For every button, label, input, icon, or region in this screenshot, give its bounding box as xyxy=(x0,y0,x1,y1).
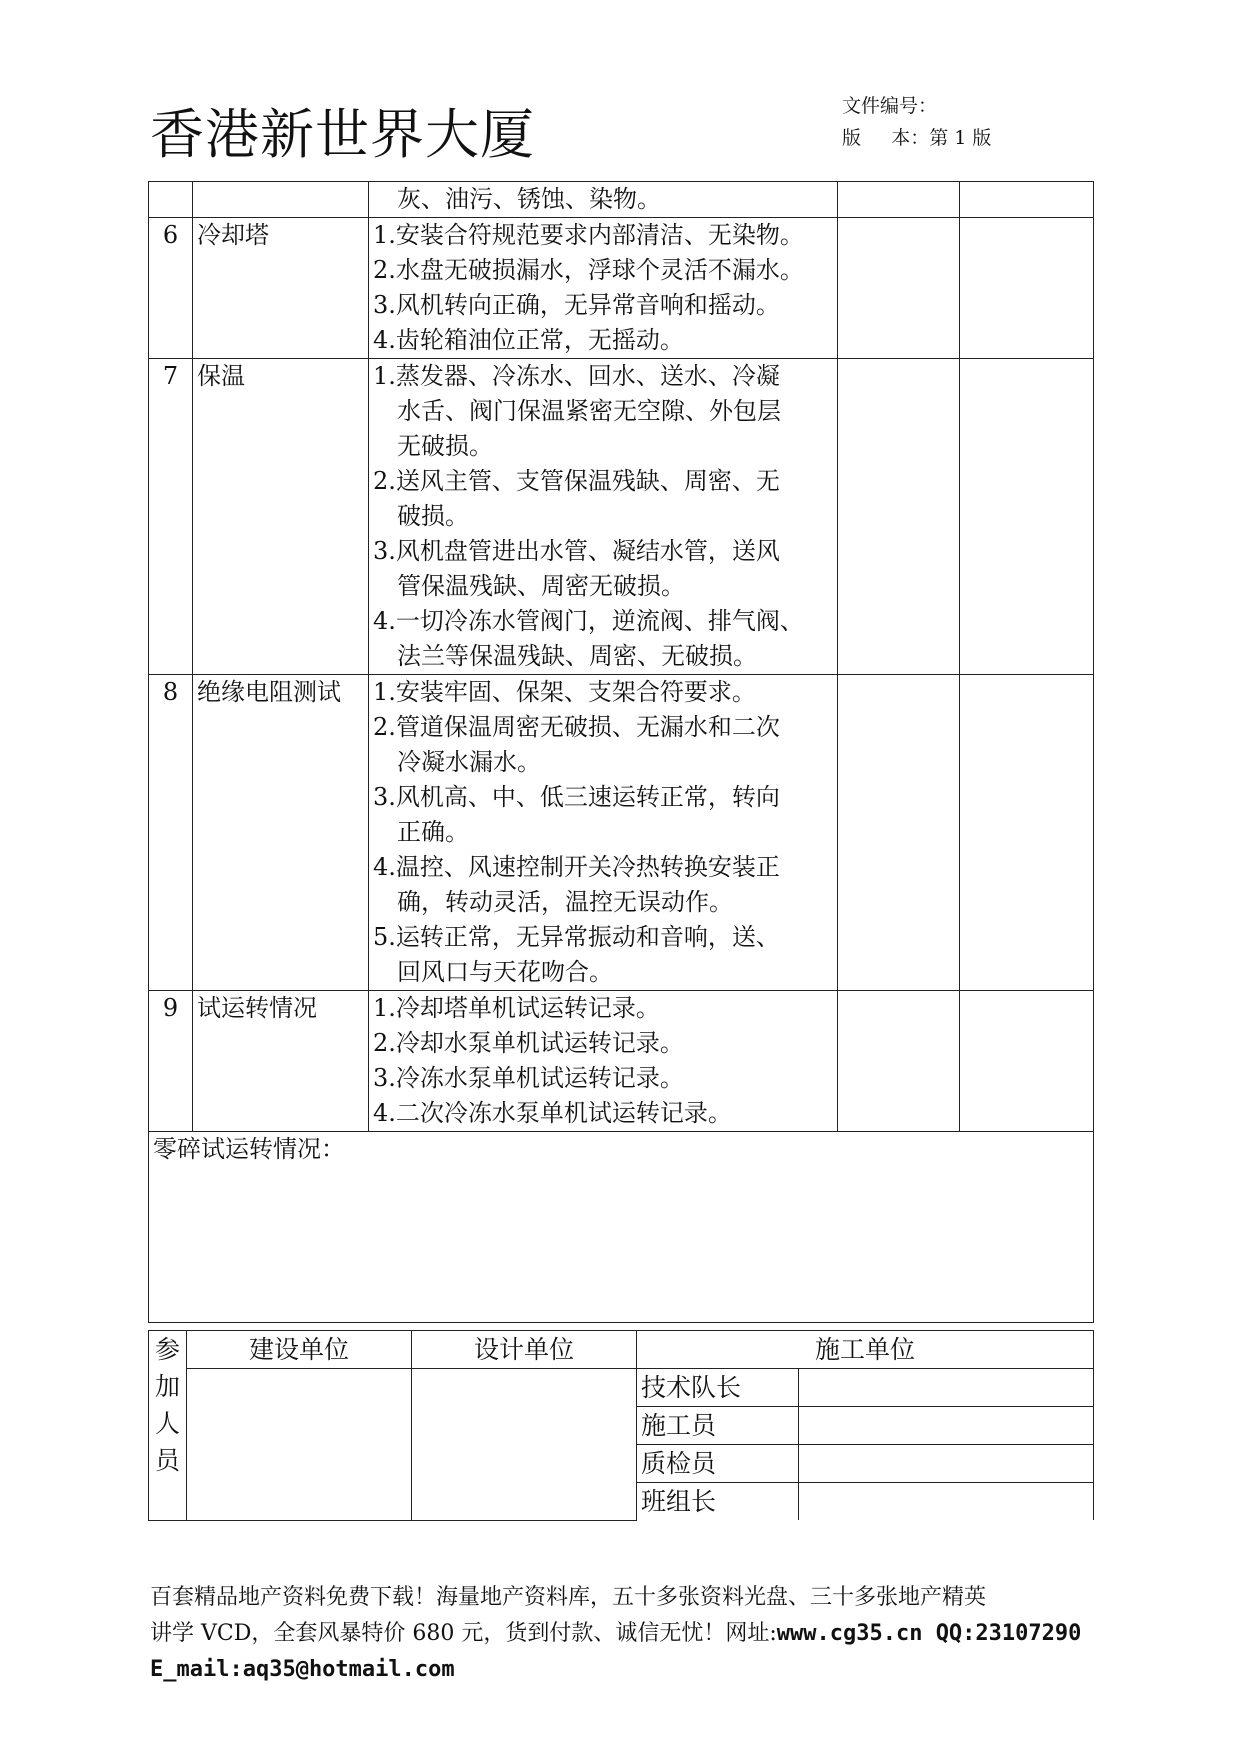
notes-label: 零碎试运转情况： xyxy=(153,1135,345,1163)
requirement-line: 管保温残缺、周密无破损。 xyxy=(397,572,685,600)
requirement-line: 法兰等保温残缺、周密、无破损。 xyxy=(397,642,757,670)
row-requirements xyxy=(369,991,838,1132)
requirement-line: 3.风机高、中、低三速运转正常，转向 xyxy=(373,783,780,811)
row-number: 6 xyxy=(149,218,193,359)
design-unit-header: 设计单位 xyxy=(412,1331,637,1369)
requirement-line: 回风口与天花吻合。 xyxy=(397,958,613,986)
requirement-line: 2.冷却水泵单机试运转记录。 xyxy=(373,1029,684,1057)
result-cell[interactable] xyxy=(838,359,960,675)
footer-line-2: 讲学 VCD，全套风暴特价 680 元，货到付款、诚信无忧！网址:www.cg35.cn QQ:23107290 xyxy=(150,1621,1082,1646)
row-number: 7 xyxy=(149,359,193,675)
page-title: 香港新世界大厦 xyxy=(150,103,535,166)
result-cell[interactable] xyxy=(838,182,960,218)
requirement-line: 1.蒸发器、冷冻水、回水、送水、冷凝 xyxy=(373,362,780,390)
table-row xyxy=(149,182,1094,218)
requirement-line: 破损。 xyxy=(397,502,469,530)
row-requirements xyxy=(369,218,838,359)
requirement-line: 5.运转正常，无异常振动和音响，送、 xyxy=(373,923,780,951)
requirement-line: 4.齿轮箱油位正常，无摇动。 xyxy=(373,326,684,354)
row-number xyxy=(149,182,193,218)
requirement-line: 1.冷却塔单机试运转记录。 xyxy=(373,994,660,1022)
build-unit-header: 建设单位 xyxy=(187,1331,412,1369)
requirement-line: 4.二次冷冻水泵单机试运转记录。 xyxy=(373,1099,732,1127)
table-row xyxy=(149,675,1094,991)
doc-number-label: 文件编号： xyxy=(842,95,938,117)
requirement-line: 2.水盘无破损漏水，浮球个灵活不漏水。 xyxy=(373,256,804,284)
remark-cell[interactable] xyxy=(960,991,1094,1132)
build-unit-sign[interactable] xyxy=(187,1369,412,1521)
footer-line-1: 百套精品地产资料免费下载！海量地产资料库，五十多张资料光盘、三十多张地产精英 xyxy=(150,1585,987,1610)
role-label: 质检员 xyxy=(637,1445,799,1483)
requirement-line: 正确。 xyxy=(397,818,469,846)
row-item-name: 试运转情况 xyxy=(193,991,369,1132)
row-number: 8 xyxy=(149,675,193,991)
requirement-line: 2.管道保温周密无破损、无漏水和二次 xyxy=(373,713,780,741)
requirement-line: 1.安装牢固、保架、支架合符要求。 xyxy=(373,678,756,706)
requirement-line: 4.温控、风速控制开关冷热转换安装正 xyxy=(373,853,780,881)
role-sign[interactable] xyxy=(799,1445,1094,1483)
table-row xyxy=(149,991,1094,1132)
row-requirements xyxy=(369,182,838,218)
doc-meta xyxy=(842,90,991,154)
inspection-table xyxy=(148,181,1094,1323)
remark-cell[interactable] xyxy=(960,359,1094,675)
row-item-name: 绝缘电阻测试 xyxy=(193,675,369,991)
footer xyxy=(150,1580,1081,1688)
role-label: 技术队长 xyxy=(637,1369,799,1407)
result-cell[interactable] xyxy=(838,675,960,991)
requirement-line: 1.安装合符规范要求内部清洁、无染物。 xyxy=(373,221,804,249)
requirement-line: 无破损。 xyxy=(397,432,493,460)
footer-email[interactable]: E_mail:aq35@hotmail.com xyxy=(150,1657,455,1682)
row-item-name xyxy=(193,182,369,218)
role-label: 班组长 xyxy=(637,1483,799,1521)
table-row xyxy=(149,218,1094,359)
requirement-line: 灰、油污、锈蚀、染物。 xyxy=(397,185,661,213)
requirement-line: 冷凝水漏水。 xyxy=(397,748,541,776)
row-requirements xyxy=(369,359,838,675)
remark-cell[interactable] xyxy=(960,675,1094,991)
role-label: 施工员 xyxy=(637,1407,799,1445)
requirement-line: 4.一切冷冻水管阀门，逆流阀、排气阀、 xyxy=(373,607,804,635)
notes-cell xyxy=(149,1132,1094,1323)
requirement-line: 3.冷冻水泵单机试运转记录。 xyxy=(373,1064,684,1092)
requirement-line: 3.风机盘管进出水管、凝结水管，送风 xyxy=(373,537,780,565)
row-number: 9 xyxy=(149,991,193,1132)
row-item-name: 冷却塔 xyxy=(193,218,369,359)
construct-unit-header: 施工单位 xyxy=(637,1331,1094,1369)
row-requirements xyxy=(369,675,838,991)
design-unit-sign[interactable] xyxy=(412,1369,637,1521)
role-sign[interactable] xyxy=(799,1407,1094,1445)
table-row xyxy=(149,359,1094,675)
footer-website[interactable]: www.cg35.cn QQ:23107290 xyxy=(776,1621,1082,1646)
participants-label: 参 加 人 员 xyxy=(149,1331,187,1521)
row-item-name: 保温 xyxy=(193,359,369,675)
remark-cell[interactable] xyxy=(960,182,1094,218)
signature-table xyxy=(148,1330,1094,1521)
version-label: 版 本：第 1 版 xyxy=(842,127,992,149)
requirement-line: 确，转动灵活，温控无误动作。 xyxy=(397,888,733,916)
requirement-line: 2.送风主管、支管保温残缺、周密、无 xyxy=(373,467,780,495)
requirement-line: 水舌、阀门保温紧密无空隙、外包层 xyxy=(397,397,781,425)
result-cell[interactable] xyxy=(838,991,960,1132)
result-cell[interactable] xyxy=(838,218,960,359)
role-sign[interactable] xyxy=(799,1483,1094,1521)
role-sign[interactable] xyxy=(799,1369,1094,1407)
remark-cell[interactable] xyxy=(960,218,1094,359)
requirement-line: 3.风机转向正确，无异常音响和摇动。 xyxy=(373,291,780,319)
